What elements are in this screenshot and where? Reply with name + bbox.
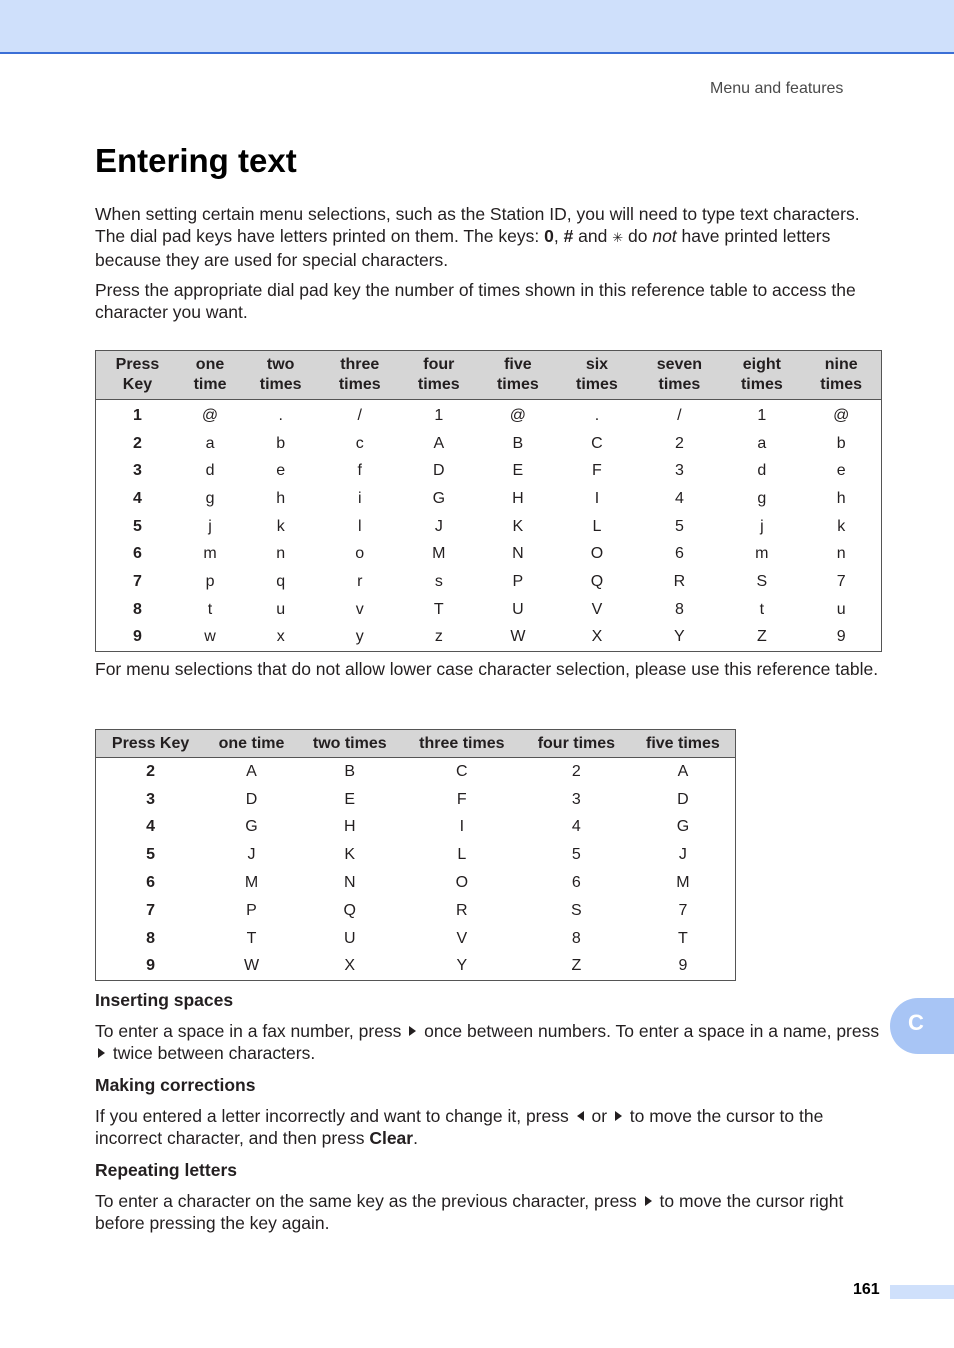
column-header: three times xyxy=(402,730,522,758)
character-cell: M xyxy=(244,874,259,892)
character-cell: . xyxy=(278,406,283,424)
character-cell: 7 xyxy=(836,572,846,590)
key-cell: 7 xyxy=(146,901,156,919)
character-cell: 6 xyxy=(674,545,684,563)
character-cell: 3 xyxy=(674,462,684,480)
key-cell: 8 xyxy=(133,600,142,618)
key-cell: 2 xyxy=(133,434,142,452)
character-cell: 9 xyxy=(678,957,688,975)
key-cell: 9 xyxy=(133,628,142,646)
table-row xyxy=(96,485,882,513)
table-row xyxy=(96,841,736,869)
column-header-line: Press xyxy=(115,356,160,373)
character-cell: e xyxy=(276,462,286,480)
column-header xyxy=(399,351,478,400)
making-corrections-text: If you entered a letter incorrectly and want to change it, press or to move the cursor to the incorrect character, and then press Clear. xyxy=(95,1106,824,1148)
character-cell: Q xyxy=(343,901,356,919)
character-cell: 8 xyxy=(674,600,684,618)
character-cell: J xyxy=(247,846,256,864)
column-header xyxy=(96,351,179,400)
key-cell: 3 xyxy=(146,790,156,808)
character-cell: k xyxy=(837,517,846,535)
column-header-line: times xyxy=(576,376,618,393)
inserting-spaces-text: To enter a space in a fax number, press once between numbers. To enter a space in a name, press twice between characters. xyxy=(95,1021,880,1063)
chapter-letter: C xyxy=(908,1010,924,1035)
character-cell: M xyxy=(432,545,446,563)
clear-key-label: Clear xyxy=(369,1128,414,1148)
repeating-letters-text: To enter a character on the same key as the previous character, press to move the cursor right before pressing the key again. xyxy=(95,1191,844,1233)
column-header: Press Key xyxy=(96,730,206,758)
column-header-line: six xyxy=(585,356,609,373)
key-cell: 4 xyxy=(146,818,156,836)
character-cell: 4 xyxy=(674,489,684,507)
key-cell: 3 xyxy=(133,462,142,480)
character-cell: A xyxy=(246,762,257,780)
character-reference-table xyxy=(95,350,882,652)
column-header xyxy=(478,351,557,400)
character-cell: o xyxy=(355,545,365,563)
character-cell: S xyxy=(756,572,768,590)
character-cell: 2 xyxy=(571,762,581,780)
column-header-line: times xyxy=(740,376,783,393)
repeating-letters-heading: Repeating letters xyxy=(95,1160,237,1180)
column-header-line: times xyxy=(259,376,302,393)
table-row xyxy=(96,540,882,568)
key-cell: 8 xyxy=(146,929,156,947)
character-cell: @ xyxy=(201,406,219,424)
column-header-line: times xyxy=(496,376,539,393)
character-cell: E xyxy=(512,462,524,480)
character-cell: U xyxy=(343,929,356,947)
column-header-line: times xyxy=(338,376,381,393)
character-cell: K xyxy=(512,517,524,535)
column-header-line: three xyxy=(340,356,380,373)
character-cell: P xyxy=(512,572,524,590)
character-cell: 3 xyxy=(571,790,581,808)
character-cell: Q xyxy=(590,572,604,590)
character-cell: i xyxy=(357,489,362,507)
character-cell: e xyxy=(836,462,846,480)
character-cell: T xyxy=(678,929,688,947)
column-header xyxy=(241,351,320,400)
character-cell: a xyxy=(757,434,767,452)
character-cell: B xyxy=(512,434,524,452)
character-cell: 2 xyxy=(674,434,684,452)
character-cell: p xyxy=(205,572,215,590)
column-header: four times xyxy=(522,730,631,758)
table-row xyxy=(96,513,882,541)
table-row xyxy=(96,925,736,953)
column-header-line: nine xyxy=(824,356,858,373)
character-cell: G xyxy=(432,489,446,507)
character-cell: 7 xyxy=(678,901,688,919)
key-cell: 5 xyxy=(133,517,142,535)
table-row xyxy=(96,814,736,842)
table-row xyxy=(96,624,882,652)
character-cell: Z xyxy=(571,957,582,975)
character-cell: 9 xyxy=(836,628,846,646)
column-header-line: Key xyxy=(122,376,153,393)
right-arrow-icon xyxy=(645,1196,652,1206)
character-cell: A xyxy=(677,762,689,780)
table-row xyxy=(96,400,882,430)
character-cell: @ xyxy=(833,406,850,424)
key-cell: 7 xyxy=(133,572,142,590)
character-cell: X xyxy=(591,628,603,646)
column-header xyxy=(801,351,881,400)
table-row xyxy=(96,953,736,981)
column-header-line: times xyxy=(658,376,701,393)
table-row xyxy=(96,869,736,897)
uppercase-note-paragraph: For menu selections that do not allow lower case character selection, please use this reference table. xyxy=(95,659,879,679)
character-cell: J xyxy=(434,517,443,535)
character-cell: S xyxy=(571,901,582,919)
character-cell: C xyxy=(591,434,603,452)
character-cell: 1 xyxy=(434,406,444,424)
character-cell: y xyxy=(355,628,364,646)
character-cell: O xyxy=(455,874,469,892)
character-cell: / xyxy=(357,406,362,424)
character-cell: x xyxy=(276,628,285,646)
key-cell: 5 xyxy=(146,846,156,864)
character-cell: h xyxy=(836,489,846,507)
character-cell: q xyxy=(276,572,286,590)
character-cell: s xyxy=(434,572,443,590)
character-cell: B xyxy=(344,762,356,780)
character-cell: z xyxy=(434,628,443,646)
character-cell: u xyxy=(836,600,846,618)
character-cell: R xyxy=(673,572,686,590)
column-header: two times xyxy=(298,730,402,758)
column-header xyxy=(636,351,722,400)
column-header-line: five xyxy=(504,356,532,373)
character-cell: j xyxy=(760,517,764,535)
table-row xyxy=(96,596,882,624)
character-cell: k xyxy=(276,517,285,535)
character-cell: R xyxy=(456,901,468,919)
table-row xyxy=(96,457,882,485)
top-header-band xyxy=(0,0,954,54)
character-cell: / xyxy=(677,406,682,424)
character-cell: t xyxy=(207,600,213,618)
character-cell: D xyxy=(245,790,258,808)
character-cell: E xyxy=(344,790,356,808)
character-cell: d xyxy=(757,462,767,480)
character-cell: H xyxy=(512,489,524,507)
key-cell: 1 xyxy=(133,406,142,424)
character-cell: w xyxy=(204,628,216,646)
character-cell: N xyxy=(512,545,524,563)
inserting-spaces-heading: Inserting spaces xyxy=(95,990,234,1010)
character-cell: H xyxy=(343,818,356,836)
key-cell: 4 xyxy=(133,489,142,507)
character-cell: n xyxy=(836,545,846,563)
character-cell: c xyxy=(355,434,364,452)
character-cell: W xyxy=(510,628,526,646)
character-cell: 1 xyxy=(757,406,767,424)
key-cell: 2 xyxy=(146,762,156,780)
character-cell: D xyxy=(677,790,689,808)
table-row xyxy=(96,430,882,458)
character-cell: A xyxy=(433,434,445,452)
character-cell: W xyxy=(243,957,260,975)
column-header xyxy=(320,351,399,400)
table-header-row xyxy=(96,730,736,758)
column-header xyxy=(179,351,241,400)
right-arrow-icon xyxy=(409,1026,416,1036)
column-header-line: one xyxy=(195,356,225,373)
character-cell: K xyxy=(344,846,356,864)
column-header-line: two xyxy=(266,356,295,373)
column-header-line: time xyxy=(193,376,227,393)
character-cell: d xyxy=(205,462,215,480)
character-cell: 4 xyxy=(571,818,581,836)
key-cell: 9 xyxy=(146,957,156,975)
intro-paragraph: When setting certain menu selections, such as the Station ID, you will need to type text characters. The dial pad keys have letters printed on them. The keys: 0, # and ✳ do not have printed letters because they are used for special characters. xyxy=(95,204,860,270)
character-cell: V xyxy=(456,929,468,947)
right-arrow-icon xyxy=(615,1111,622,1121)
character-cell: I xyxy=(594,489,600,507)
character-cell: U xyxy=(512,600,524,618)
character-cell: G xyxy=(245,818,258,836)
character-cell: T xyxy=(433,600,444,618)
table-row xyxy=(96,786,736,814)
character-cell: Z xyxy=(756,628,767,646)
character-cell: 6 xyxy=(571,874,581,892)
character-cell: h xyxy=(276,489,286,507)
page-title: Entering text xyxy=(95,142,297,179)
character-cell: u xyxy=(276,600,286,618)
character-cell: b xyxy=(836,434,846,452)
character-cell: v xyxy=(355,600,364,618)
character-cell: t xyxy=(759,600,765,618)
column-header-line: four xyxy=(423,356,455,373)
character-cell: b xyxy=(276,434,286,452)
key-cell: 6 xyxy=(146,874,156,892)
column-header xyxy=(557,351,636,400)
key-zero: 0 xyxy=(544,226,554,246)
character-cell: M xyxy=(676,874,690,892)
character-cell: 5 xyxy=(571,846,581,864)
character-cell: a xyxy=(205,434,215,452)
character-cell: L xyxy=(457,846,467,864)
running-header: Menu and features xyxy=(710,80,844,97)
column-header xyxy=(722,351,801,400)
character-cell: N xyxy=(343,874,356,892)
character-cell: g xyxy=(757,489,767,507)
character-cell: C xyxy=(456,762,468,780)
character-cell: F xyxy=(456,790,467,808)
character-cell: F xyxy=(592,462,602,480)
character-cell: I xyxy=(459,818,465,836)
character-cell: Y xyxy=(674,628,685,646)
character-cell: O xyxy=(590,545,604,563)
page-number: 161 xyxy=(853,1281,880,1298)
instruction-paragraph: Press the appropriate dial pad key the number of times shown in this reference table to access the character you want. xyxy=(95,280,856,322)
character-cell: 8 xyxy=(571,929,581,947)
key-cell: 6 xyxy=(133,545,142,563)
character-cell: m xyxy=(203,545,217,563)
character-cell: T xyxy=(246,929,257,947)
character-cell: G xyxy=(676,818,690,836)
character-cell: r xyxy=(357,572,363,590)
character-cell: @ xyxy=(509,406,526,424)
character-cell: m xyxy=(755,545,769,563)
column-header-line: times xyxy=(417,376,460,393)
table-row xyxy=(96,568,882,596)
character-cell: Y xyxy=(456,957,468,975)
character-cell: n xyxy=(276,545,286,563)
making-corrections-heading: Making corrections xyxy=(95,1075,256,1095)
left-arrow-icon xyxy=(577,1111,584,1121)
column-header: five times xyxy=(631,730,736,758)
column-header-line: eight xyxy=(742,356,781,373)
character-cell: g xyxy=(205,489,215,507)
character-cell: f xyxy=(357,462,362,480)
column-header-line: times xyxy=(820,376,863,393)
table-row xyxy=(96,758,736,786)
uppercase-reference-table xyxy=(95,729,736,981)
column-header-line: seven xyxy=(656,356,703,373)
right-arrow-icon xyxy=(98,1048,105,1058)
footer-band xyxy=(890,1285,954,1299)
character-cell: . xyxy=(594,406,600,424)
character-cell: P xyxy=(246,901,257,919)
character-cell: V xyxy=(591,600,603,618)
character-cell: l xyxy=(357,517,362,535)
key-hash: # xyxy=(563,226,574,246)
column-header: one time xyxy=(205,730,298,758)
character-cell: j xyxy=(208,517,212,535)
character-cell: L xyxy=(592,517,602,535)
table-row xyxy=(96,897,736,925)
character-cell: X xyxy=(344,957,356,975)
table-header-row xyxy=(96,351,882,400)
character-cell: D xyxy=(433,462,445,480)
asterisk-icon: ✳ xyxy=(612,230,624,245)
character-cell: 5 xyxy=(674,517,684,535)
character-cell: J xyxy=(678,846,687,864)
